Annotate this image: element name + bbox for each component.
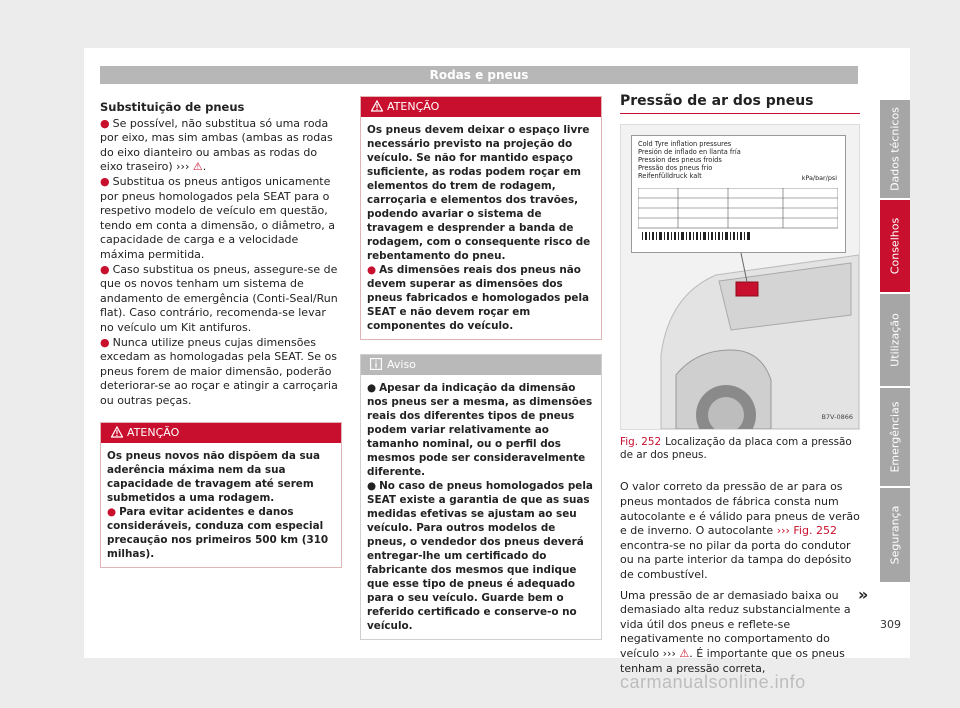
warning-icon[interactable]: ⚠	[679, 646, 690, 660]
bullet-icon: ●	[100, 335, 110, 349]
warning-icon[interactable]: ⚠	[192, 160, 203, 174]
tab-utilizacao[interactable]	[880, 294, 910, 386]
column-2	[360, 96, 602, 640]
info-icon	[370, 358, 382, 370]
list-item: ● Substitua os pneus antigos unicamente por pneus homologados pela SEAT para o respetivo modelo de veículo em questão, tendo em conta a dimensão, o diâmetro, a capacidade de carga e a velocidade máxima permitida.	[100, 174, 336, 261]
warning-title: ATENÇÃO	[387, 100, 440, 113]
section-header: Rodas e pneus	[100, 66, 858, 84]
figure-caption	[620, 436, 860, 463]
note-box	[360, 354, 602, 640]
sticker-lines: Cold Tyre inflation pressures Presión de inflado en llanta fría Pression des pneus froids Pressão dos pneus frio Reifenfülldruck kalt	[638, 139, 741, 180]
sticker-unit: kPa/bar/psi	[801, 173, 837, 182]
bullet-icon: ●	[367, 264, 377, 276]
warning-text: Os pneus novos não dispõem da sua aderência máxima nem da sua capacidade de travagem até serem submetidos a uma rodagem.	[107, 450, 321, 505]
tab-emergencias[interactable]	[880, 388, 910, 486]
warning-box	[360, 96, 602, 340]
note-body	[361, 375, 601, 639]
pressure-sticker	[631, 135, 846, 253]
list-item: ● As dimensões reais dos pneus não devem superar as dimensões dos pneus fabricados e homologados pela SEAT e não devem roçar em componentes do veículo.	[367, 264, 590, 332]
reference-arrow[interactable]: ›››	[776, 524, 790, 538]
figure-code: B7V-0866	[821, 413, 853, 421]
watermark: carmanualsonline.info	[620, 672, 806, 692]
reference-arrow[interactable]: ›››	[662, 646, 676, 660]
tab-label: Segurança	[888, 505, 902, 565]
bullet-icon: ●	[100, 174, 110, 188]
column-3	[620, 93, 860, 676]
warning-body	[101, 443, 341, 567]
column-1	[100, 96, 342, 568]
bullet-icon: ●	[100, 116, 110, 130]
tab-label: Dados técnicos	[888, 107, 902, 191]
list-item: ● Nunca utilize pneus cujas dimensões excedam as homologadas pela SEAT. Se os pneus forem de maior dimensão, poderão deteriorar-se ao roçar e atingir a carroçaria ou outras peças.	[100, 335, 338, 407]
list-item: ● No caso de pneus homologados pela SEAT existe a garantia de que as suas medidas efetivas se ajustam ao seu veículo. Para outros modelos de pneus, o vendedor dos pneus deverá entregar-lhe um certificado do fabricante dos mesmos que indique que esse tipo de pneus é adequado para o seu veículo. Guarde bem o referido certificado e conserve-o no veículo.	[367, 480, 593, 632]
warning-title: ATENÇÃO	[127, 426, 180, 440]
tab-dados-tecnicos[interactable]	[880, 100, 910, 198]
tab-label: Utilização	[888, 313, 902, 367]
paragraph: Uma pressão de ar demasiado baixa ou demasiado alta reduz substancialmente a vida útil dos pneus e reflete-se negativamente no comportamento do veículo ››› ⚠. É importante que os pneus tenham a pressão correta,	[620, 588, 851, 675]
figure-tyre-pressure-label	[620, 124, 860, 430]
warning-header	[361, 97, 601, 117]
tab-conselhos[interactable]	[880, 200, 910, 292]
warning-triangle-icon	[111, 426, 123, 438]
bullet-icon: ●	[367, 480, 377, 492]
subheading: Substituição de pneus	[100, 100, 245, 114]
tab-label: Emergências	[888, 401, 902, 473]
bullet-icon: ●	[100, 262, 110, 276]
list-item: ● Para evitar acidentes e danos consideráveis, conduza com especial precaução nos primeiros 500 km (310 milhas).	[107, 506, 329, 561]
paragraph: O valor correto da pressão de ar para os pneus montados de fábrica consta num autocolante e é válido para pneus de verão e de inverno. O autocolante ››› Fig. 252 encontra-se no pilar da porta do condutor ou na parte interior da tampa do depósito de combustível.	[620, 480, 860, 581]
continue-mark: »	[858, 585, 869, 604]
figure-label: Fig. 252	[620, 435, 662, 448]
tab-label: Conselhos	[888, 217, 902, 275]
reference-arrow[interactable]: ›››	[176, 160, 190, 174]
warning-body	[361, 117, 601, 339]
tab-seguranca[interactable]	[880, 488, 910, 582]
list-item: ● Apesar da indicação da dimensão nos pneus ser a mesma, as dimensões reais dos diferentes tipos de pneus podem variar relativamente ao tamanho nominal, ou o perfil dos mesmos pode ser consideravelmente diferente.	[367, 382, 593, 478]
bullet-icon: ●	[367, 382, 377, 394]
list-item: ● Caso substitua os pneus, assegure-se de que os novos tenham um sistema de andamento de emergência (Conti-Seal/Run flat). Caso contrário, recomenda-se levar no veículo um Kit antifuros.	[100, 262, 338, 334]
caption-text: Localização da placa com a pressão de ar dos pneus.	[620, 435, 852, 461]
note-title: Aviso	[387, 358, 416, 371]
page-number: 309	[880, 618, 901, 631]
warning-header	[101, 423, 341, 443]
note-header	[361, 355, 601, 375]
warning-box	[100, 422, 342, 568]
list-item: ● Se possível, não substitua só uma roda por eixo, mas sim ambas (ambas as rodas do eixo dianteiro ou ambas as rodas do eixo traseiro) ››› ⚠.	[100, 116, 333, 174]
sticker-table	[638, 188, 838, 244]
warning-text: Os pneus devem deixar o espaço livre necessário previsto na projeção do veículo. Se não for mantido espaço suficiente, as rodas podem roçar em elementos do trem de rodagem, carroçaria e elementos dos travões, podendo avariar o sistema de travagem e desprender a banda de rodagem, com o consequente risco de rebentamento do pneu.	[367, 124, 591, 262]
section-title: Pressão de ar dos pneus	[620, 94, 860, 114]
warning-triangle-icon	[371, 100, 383, 112]
bullet-icon: ●	[107, 506, 117, 519]
figure-reference-link[interactable]: Fig. 252	[793, 524, 837, 538]
